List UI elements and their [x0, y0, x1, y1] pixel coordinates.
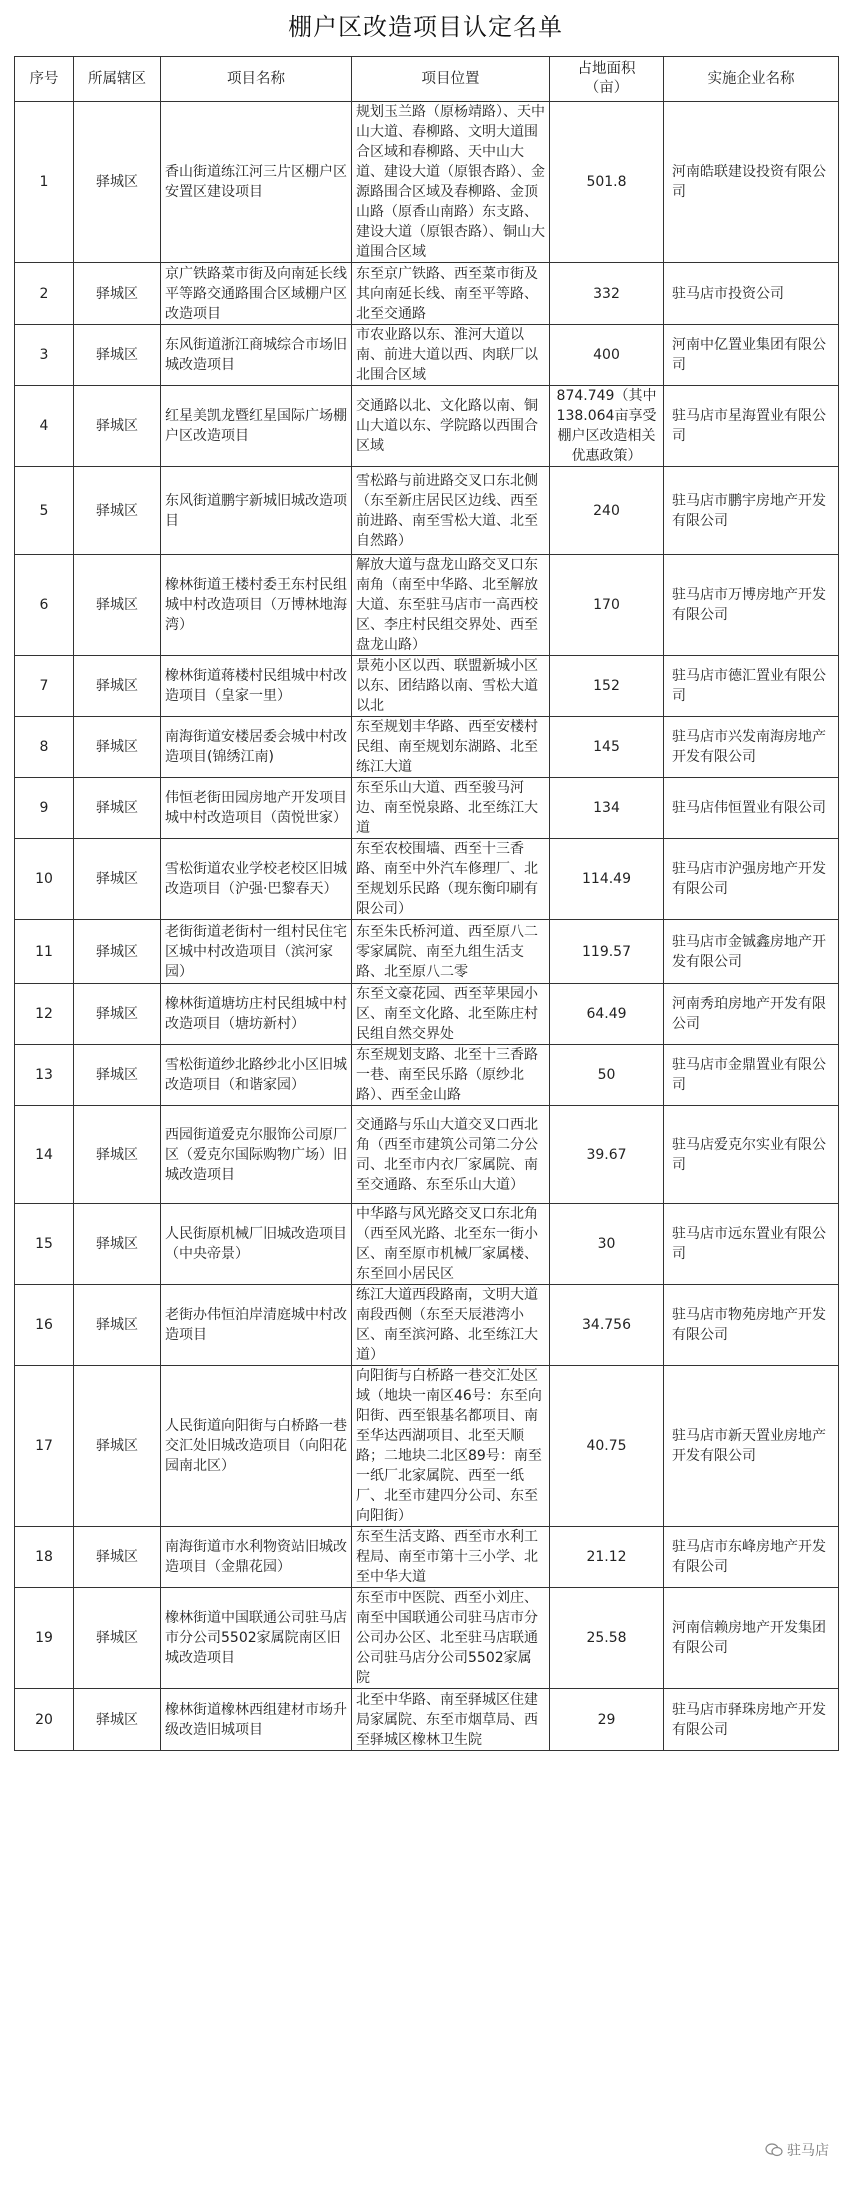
table-row	[15, 102, 839, 263]
cell-area: 874.749（其中138.064亩享受棚户区改造相关优惠政策）	[550, 386, 664, 467]
wechat-icon	[765, 2143, 783, 2157]
cell-location: 练江大道西段路南，文明大道南段西侧（东至天辰港湾小区、南至滨河路、北至练江大道）	[352, 1285, 550, 1366]
cell-district: 驿城区	[74, 1366, 161, 1527]
cell-company: 河南皓联建设投资有限公司	[664, 102, 839, 263]
table-row	[15, 1045, 839, 1106]
cell-company: 河南信赖房地产开发集团有限公司	[664, 1588, 839, 1689]
cell-company: 驻马店市兴发南海房地产开发有限公司	[664, 717, 839, 778]
cell-project-name: 雪松街道纱北路纱北小区旧城改造项目（和谐家园）	[161, 1045, 352, 1106]
cell-company: 河南中亿置业集团有限公司	[664, 325, 839, 386]
cell-project-name: 橡林街道蒋楼村民组城中村改造项目（皇家一里）	[161, 656, 352, 717]
cell-district: 驿城区	[74, 778, 161, 839]
cell-location: 雪松路与前进路交叉口东北侧（东至新庄居民区边线、西至前进路、南至雪松大道、北至自然路）	[352, 467, 550, 555]
cell-district: 驿城区	[74, 1689, 161, 1751]
table-row	[15, 1588, 839, 1689]
cell-location: 东至乐山大道、西至骏马河边、南至悦泉路、北至练江大道	[352, 778, 550, 839]
cell-area: 134	[550, 778, 664, 839]
cell-project-name: 京广铁路菜市街及向南延长线平等路交通路围合区域棚户区改造项目	[161, 263, 352, 325]
cell-area: 30	[550, 1204, 664, 1285]
cell-location: 东至市中医院、西至小刘庄、南至中国联通公司驻马店市分公司办公区、北至驻马店联通公司驻马店分公司5502家属院	[352, 1588, 550, 1689]
cell-district: 驿城区	[74, 717, 161, 778]
cell-area: 39.67	[550, 1106, 664, 1204]
cell-company: 驻马店市德汇置业有限公司	[664, 656, 839, 717]
table-row	[15, 386, 839, 467]
cell-company: 驻马店市金鼎置业有限公司	[664, 1045, 839, 1106]
cell-area: 34.756	[550, 1285, 664, 1366]
table-row	[15, 656, 839, 717]
cell-area: 152	[550, 656, 664, 717]
table-row	[15, 1689, 839, 1751]
cell-district: 驿城区	[74, 920, 161, 984]
cell-no: 9	[15, 778, 74, 839]
cell-project-name: 雪松街道农业学校老校区旧城改造项目（沪强·巴黎春天）	[161, 839, 352, 920]
table-row	[15, 263, 839, 325]
table-row	[15, 717, 839, 778]
page-title: 棚户区改造项目认定名单	[288, 13, 563, 41]
table-row	[15, 467, 839, 555]
cell-district: 驿城区	[74, 1204, 161, 1285]
cell-location: 东至规划丰华路、西至安楼村民组、南至规划东湖路、北至练江大道	[352, 717, 550, 778]
cell-company: 驻马店市星海置业有限公司	[664, 386, 839, 467]
cell-project-name: 橡林街道中国联通公司驻马店市分公司5502家属院南区旧城改造项目	[161, 1588, 352, 1689]
table-row	[15, 1285, 839, 1366]
cell-district: 驿城区	[74, 325, 161, 386]
cell-project-name: 老街办伟恒泊岸清庭城中村改造项目	[161, 1285, 352, 1366]
cell-no: 16	[15, 1285, 74, 1366]
cell-area: 501.8	[550, 102, 664, 263]
cell-no: 14	[15, 1106, 74, 1204]
header-name: 项目名称	[161, 57, 352, 102]
cell-project-name: 人民街原机械厂旧城改造项目（中央帝景）	[161, 1204, 352, 1285]
table-row	[15, 1527, 839, 1588]
cell-project-name: 橡林街道王楼村委王东村民组城中村改造项目（万博林地海湾）	[161, 555, 352, 656]
header-district: 所属辖区	[74, 57, 161, 102]
cell-district: 驿城区	[74, 1106, 161, 1204]
cell-company: 驻马店市沪强房地产开发有限公司	[664, 839, 839, 920]
table-row	[15, 839, 839, 920]
cell-location: 东至京广铁路、西至菜市街及其向南延长线、南至平等路、北至交通路	[352, 263, 550, 325]
cell-no: 4	[15, 386, 74, 467]
cell-company: 驻马店市驿珠房地产开发有限公司	[664, 1689, 839, 1751]
cell-no: 7	[15, 656, 74, 717]
cell-company: 驻马店爱克尔实业有限公司	[664, 1106, 839, 1204]
cell-no: 15	[15, 1204, 74, 1285]
table-row	[15, 1204, 839, 1285]
cell-project-name: 香山街道练江河三片区棚户区安置区建设项目	[161, 102, 352, 263]
cell-company: 河南秀珀房地产开发有限公司	[664, 984, 839, 1045]
cell-location: 北至中华路、南至驿城区住建局家属院、东至市烟草局、西至驿城区橡林卫生院	[352, 1689, 550, 1751]
project-table	[14, 56, 839, 1751]
watermark	[765, 2140, 829, 2160]
header-company: 实施企业名称	[664, 57, 839, 102]
cell-area: 29	[550, 1689, 664, 1751]
cell-area: 50	[550, 1045, 664, 1106]
cell-no: 11	[15, 920, 74, 984]
table-row	[15, 555, 839, 656]
cell-district: 驿城区	[74, 263, 161, 325]
cell-company: 驻马店市物苑房地产开发有限公司	[664, 1285, 839, 1366]
cell-district: 驿城区	[74, 839, 161, 920]
cell-project-name: 老街街道老街村一组村民住宅区城中村改造项目（滨河家园）	[161, 920, 352, 984]
cell-location: 东至生活支路、西至市水利工程局、南至市第十三小学、北至中华大道	[352, 1527, 550, 1588]
cell-company: 驻马店市远东置业有限公司	[664, 1204, 839, 1285]
cell-company: 驻马店市万博房地产开发有限公司	[664, 555, 839, 656]
cell-company: 驻马店市鹏宇房地产开发有限公司	[664, 467, 839, 555]
cell-no: 6	[15, 555, 74, 656]
header-location: 项目位置	[352, 57, 550, 102]
cell-area: 170	[550, 555, 664, 656]
cell-area: 145	[550, 717, 664, 778]
cell-location: 东至农校围墙、西至十三香路、南至中外汽车修理厂、北至规划乐民路（现东衡印刷有限公司）	[352, 839, 550, 920]
cell-no: 1	[15, 102, 74, 263]
cell-company: 驻马店市投资公司	[664, 263, 839, 325]
cell-no: 10	[15, 839, 74, 920]
cell-company: 驻马店市新天置业房地产开发有限公司	[664, 1366, 839, 1527]
cell-no: 12	[15, 984, 74, 1045]
cell-district: 驿城区	[74, 656, 161, 717]
cell-area: 400	[550, 325, 664, 386]
cell-location: 中华路与风光路交叉口东北角（西至风光路、北至东一街小区、南至原市机械厂家属楼、东至回小居民区	[352, 1204, 550, 1285]
table-row	[15, 984, 839, 1045]
cell-location: 景苑小区以西、联盟新城小区以东、团结路以南、雪松大道以北	[352, 656, 550, 717]
cell-location: 东至规划支路、北至十三香路一巷、南至民乐路（原纱北路）、西至金山路	[352, 1045, 550, 1106]
cell-no: 13	[15, 1045, 74, 1106]
cell-district: 驿城区	[74, 1285, 161, 1366]
cell-area: 64.49	[550, 984, 664, 1045]
cell-area: 114.49	[550, 839, 664, 920]
cell-location: 交通路与乐山大道交叉口西北角（西至市建筑公司第二分公司、北至市内衣厂家属院、南至交通路、东至乐山大道）	[352, 1106, 550, 1204]
cell-no: 19	[15, 1588, 74, 1689]
cell-no: 20	[15, 1689, 74, 1751]
table-row	[15, 325, 839, 386]
cell-district: 驿城区	[74, 467, 161, 555]
cell-district: 驿城区	[74, 102, 161, 263]
cell-no: 3	[15, 325, 74, 386]
table-row	[15, 778, 839, 839]
cell-project-name: 南海街道市水利物资站旧城改造项目（金鼎花园）	[161, 1527, 352, 1588]
cell-project-name: 橡林街道橡林西组建材市场升级改造旧城项目	[161, 1689, 352, 1751]
cell-location: 东至朱氏桥河道、西至原八二零家属院、南至九组生活支路、北至原八二零	[352, 920, 550, 984]
cell-location: 规划玉兰路（原杨靖路）、天中山大道、春柳路、文明大道围合区域和春柳路、天中山大道、建设大道（原银杏路）、金源路围合区域及春柳路、金顶山路（原香山南路）东支路、建设大道（原银杏路）、铜山大道围合区域	[352, 102, 550, 263]
cell-no: 17	[15, 1366, 74, 1527]
cell-area: 21.12	[550, 1527, 664, 1588]
cell-project-name: 南海街道安楼居委会城中村改造项目(锦绣江南)	[161, 717, 352, 778]
cell-area: 240	[550, 467, 664, 555]
header-area	[550, 57, 664, 102]
cell-no: 5	[15, 467, 74, 555]
table-row	[15, 1366, 839, 1527]
cell-project-name: 红星美凯龙暨红星国际广场棚户区改造项目	[161, 386, 352, 467]
cell-district: 驿城区	[74, 1588, 161, 1689]
cell-area: 40.75	[550, 1366, 664, 1527]
cell-area: 332	[550, 263, 664, 325]
cell-no: 8	[15, 717, 74, 778]
cell-location: 东至文豪花园、西至苹果园小区、南至文化路、北至陈庄村民组自然交界处	[352, 984, 550, 1045]
cell-company: 驻马店伟恒置业有限公司	[664, 778, 839, 839]
cell-no: 2	[15, 263, 74, 325]
header-no: 序号	[15, 57, 74, 102]
cell-district: 驿城区	[74, 984, 161, 1045]
cell-project-name: 东风街道鹏宇新城旧城改造项目	[161, 467, 352, 555]
cell-district: 驿城区	[74, 1045, 161, 1106]
cell-project-name: 橡林街道塘坊庄村民组城中村改造项目（塘坊新村）	[161, 984, 352, 1045]
cell-area: 119.57	[550, 920, 664, 984]
watermark-text: 驻马店	[787, 2143, 829, 2159]
cell-project-name: 人民街道向阳街与白桥路一巷交汇处旧城改造项目（向阳花园南北区）	[161, 1366, 352, 1527]
cell-area: 25.58	[550, 1588, 664, 1689]
cell-location: 向阳街与白桥路一巷交汇处区域（地块一南区46号：东至向阳街、西至银基名都项目、南至华达西湖项目、北至天顺路；二地块二北区89号：南至一纸厂北家属院、西至一纸厂、北至市建四分公司、东至向阳街）	[352, 1366, 550, 1527]
cell-location: 交通路以北、文化路以南、铜山大道以东、学院路以西围合区域	[352, 386, 550, 467]
cell-district: 驿城区	[74, 1527, 161, 1588]
header-area-label: 占地面积 （亩）	[577, 61, 636, 96]
header-row	[15, 57, 839, 102]
table-row	[15, 920, 839, 984]
cell-project-name: 伟恒老街田园房地产开发项目城中村改造项目（茵悦世家）	[161, 778, 352, 839]
cell-location: 市农业路以东、淮河大道以南、前进大道以西、肉联厂以北围合区域	[352, 325, 550, 386]
cell-project-name: 东风街道浙江商城综合市场旧城改造项目	[161, 325, 352, 386]
cell-district: 驿城区	[74, 555, 161, 656]
table-row	[15, 1106, 839, 1204]
cell-company: 驻马店市金铖鑫房地产开发有限公司	[664, 920, 839, 984]
cell-location: 解放大道与盘龙山路交叉口东南角（南至中华路、北至解放大道、东至驻马店市一高西校区、李庄村民组交界处、西至盘龙山路）	[352, 555, 550, 656]
cell-no: 18	[15, 1527, 74, 1588]
cell-company: 驻马店市东峰房地产开发有限公司	[664, 1527, 839, 1588]
cell-project-name: 西园街道爱克尔服饰公司原厂区（爱克尔国际购物广场）旧城改造项目	[161, 1106, 352, 1204]
cell-district: 驿城区	[74, 386, 161, 467]
